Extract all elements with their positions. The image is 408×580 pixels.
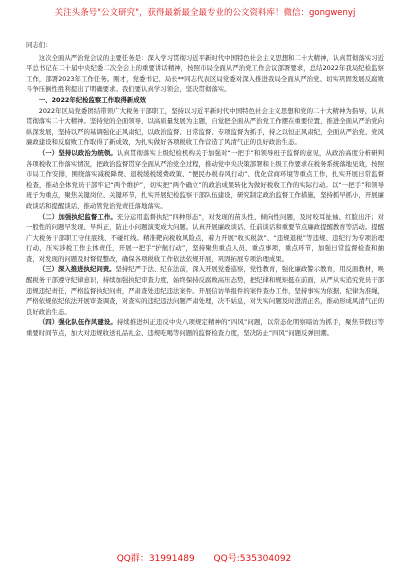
item-text-1: 认真贯彻落实上级纪检机构关于加强对“一把手”和领导班子监督的意见，从政治高度分析研判各项税收工作落实情况，把政治监督贯穿全面从严治党全过程，推动党中央决策部署和上级工作要求在税务系统落地见效，按照市局工作安排，围绕落实减税降费、退税缓税缓费政策、“便民办税春风行动”、优化营商环境等重点工作，扎实开展日常监督检查，推动全体党员干部牢记“两个维护”，切实把“两个确立”的政治成果转化为做好税收工作的实际行动。以“一把手”和领导班子为重点，聚焦关键岗位、关键环节，扎实开展纪检监察干部队伍建设，研究制定政治监督工作措施，坚持抓早抓小，开展廉政谈话和提醒谈话，推动管党治党责任落地落实。 <box>26 148 384 210</box>
item-text-2: 充分运用监督执纪“四种形态”，对发现的苗头性、倾向性问题，及时咬耳扯袖、红脸出汗；对一般性的问题早发现、早纠正，防止小问题演变成大问题。认真开展廉政谈话、任前谈话和重要节点廉政提醒教育等活动。提醒广大税务干部职工守住底线、不碰红线。精准靶向税收风险点，着力开展“收买税款”、“违规退税”等违规、违纪行为专项治理行动，压实涉税工作主体责任，开展一把手“护航行动”，坚持聚焦重点人员、重点事项、重点环节，加强日常监督检查和抽查，对发现的问题及时督促整改，确保各项税收工作依法依规开展，巩固拓展专项治理成果。 <box>26 212 384 263</box>
footer-contact <box>0 551 408 569</box>
intro-paragraph <box>26 53 384 95</box>
achievement-summary-paragraph <box>26 106 384 148</box>
qq-group-label: QQ群：31991489 <box>116 554 195 564</box>
item-title-2: （二）加强执纪监督工作。 <box>38 212 117 221</box>
paragraph-text: 2022年区局党委团结带领广大税务干部职工，坚持以习近平新时代中国特色社会主义思想和党的二十大精神为指导，认真贯彻落实二十大精神。坚持党的全面领导，以高质量发展为主题，自觉把全面从严治党工作摆在重要位置，推进全面从严治党向纵深发展，坚持以严的基调强化正风肃纪，以政治监督、日常监督、专项监督为抓手，持之以恒正风肃纪，全面从严治党、党风廉政建设和反腐败工作取得了新成效，为扎实做好各项税收工作营造了风清气正的良好政治生态。 <box>26 106 384 147</box>
item-paragraph-2 <box>26 212 384 265</box>
item-paragraph-1 <box>26 148 384 212</box>
speech-body <box>26 40 384 540</box>
item-title-4: （四）强化队伍作风建设。 <box>38 318 117 327</box>
item-title-1: （一）坚持以政治为统领。 <box>38 148 117 157</box>
paragraph-text: 这次全面从严治党会议的主要任务是：深入学习贯彻习近平新时代中国特色社会主义思想和二十大精神，认真贯彻落实习近平总书记在二十届中央纪委二次全会上的重要讲话精神，按照市局全面从严治党工作会议部署要求，总结2022年我局纪检监察工作，部署2023年工作任务。刚才，党委书记、局长**同志代表区局党委对深入推进我局全面从严治党、切实巩固发展反腐败斗争压倒性胜利提出了明确要求。我们要认真学习领会，坚决贯彻落实。 <box>26 53 384 94</box>
item-paragraph-4 <box>26 317 384 338</box>
qq-number-label: QQ号:535304092 <box>213 554 292 564</box>
item-title-3: （三）深入推进执纪问责。 <box>38 265 116 274</box>
item-text-3: 坚持纪严于法、纪在法前，深入开展党委巡察，党性教育，强化廉政警示教育，用反面教材，唤醒税务干部遵守纪律意识，持续加强执纪审查力度，始终保持反腐败高压态势，把纪律和规矩挺在前面，从严从实追究党员干部违规违纪责任，严格监督执纪问责，严肃查处违纪违法案件。开展信访举报件的案件查办工作，坚持事实为依据、纪律为准绳，严格依规依纪依法开展审查调查，对查实的违纪违法问题严肃处理，决不姑息，对失实问题及时澄清正名，推动形成风清气正的良好政治生态。 <box>26 265 384 316</box>
section-heading-1: 一、2022年纪检监察工作取得新成效 <box>38 95 147 104</box>
salutation: 同志们： <box>26 41 52 49</box>
header-banner: 关注头条号"公文研究"，获得最新最全最专业的公文资料库！微信：gongwenyj <box>54 8 356 18</box>
item-paragraph-3 <box>26 264 384 317</box>
item-text-4: 持续推进纠正违反中央八项规定精神的“四风”问题，以常态化明察暗访为抓手，聚焦节假日等重要时间节点，加大对违规收送礼品礼金、违规吃喝等问题的监督检查力度，坚决防止“四风”问题反弹回潮。 <box>26 318 384 338</box>
